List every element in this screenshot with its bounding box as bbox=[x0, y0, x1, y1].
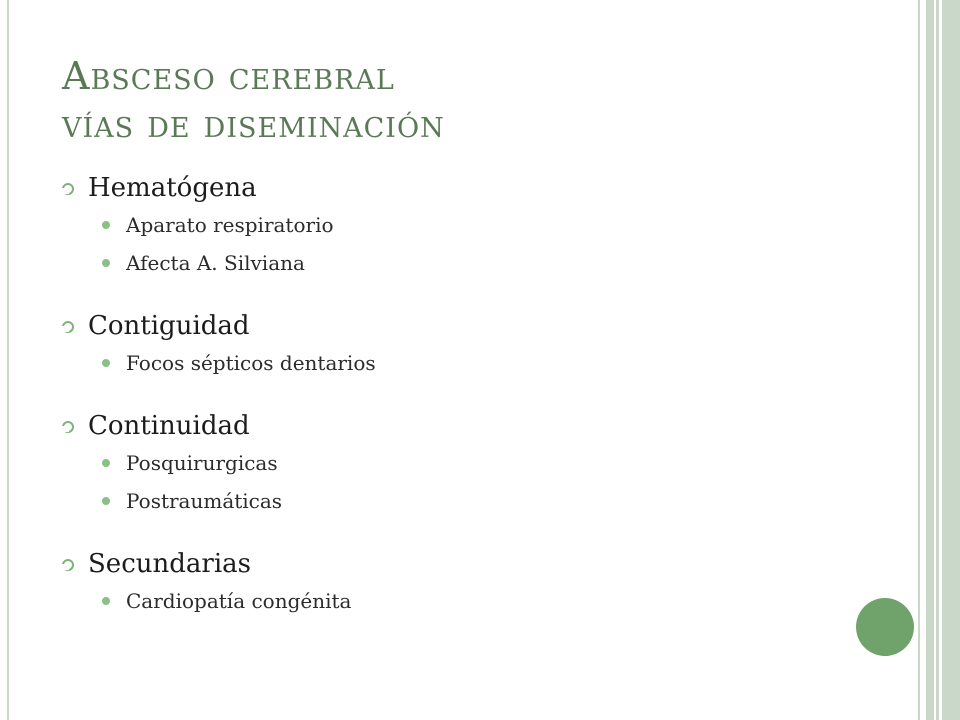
section-heading-text: Continuidad bbox=[88, 411, 250, 441]
decor-stripe bbox=[926, 0, 934, 720]
section-continuidad bbox=[62, 408, 862, 520]
slide-title-line1: Absceso cerebral bbox=[62, 54, 395, 98]
list-item bbox=[62, 482, 862, 520]
section-secundarias bbox=[62, 546, 862, 620]
left-border-line bbox=[7, 0, 9, 720]
section-heading-text: Contiguidad bbox=[88, 311, 250, 341]
slide-title bbox=[62, 52, 445, 148]
list-item bbox=[62, 444, 862, 482]
open-circle-bullet-icon bbox=[62, 183, 74, 195]
dot-bullet-icon bbox=[102, 597, 110, 605]
dot-bullet-icon bbox=[102, 221, 110, 229]
section-hematogena bbox=[62, 170, 862, 282]
section-heading-text: Hematógena bbox=[88, 173, 257, 203]
dot-bullet-icon bbox=[102, 259, 110, 267]
bullet-list bbox=[62, 170, 862, 646]
section-heading-text: Secundarias bbox=[88, 549, 251, 579]
list-item-text: Focos sépticos dentarios bbox=[126, 351, 376, 375]
decor-stripe bbox=[936, 0, 939, 720]
list-item-text: Afecta A. Silviana bbox=[126, 251, 305, 275]
decor-stripe bbox=[942, 0, 960, 720]
dot-bullet-icon bbox=[102, 459, 110, 467]
section-heading bbox=[62, 408, 862, 444]
open-circle-bullet-icon bbox=[62, 321, 74, 333]
list-item-text: Cardiopatía congénita bbox=[126, 589, 352, 613]
list-item bbox=[62, 582, 862, 620]
list-item bbox=[62, 206, 862, 244]
list-item bbox=[62, 344, 862, 382]
open-circle-bullet-icon bbox=[62, 559, 74, 571]
open-circle-bullet-icon bbox=[62, 421, 74, 433]
slide-title-line2: vías de diseminación bbox=[62, 102, 445, 146]
section-heading bbox=[62, 308, 862, 344]
list-item-text: Posquirurgicas bbox=[126, 451, 278, 475]
section-heading bbox=[62, 546, 862, 582]
list-item bbox=[62, 244, 862, 282]
section-contiguidad bbox=[62, 308, 862, 382]
list-item-text: Postraumáticas bbox=[126, 489, 283, 513]
section-heading bbox=[62, 170, 862, 206]
dot-bullet-icon bbox=[102, 497, 110, 505]
list-item-text: Aparato respiratorio bbox=[126, 213, 334, 237]
accent-circle bbox=[856, 598, 914, 656]
dot-bullet-icon bbox=[102, 359, 110, 367]
decor-stripe bbox=[918, 0, 920, 720]
